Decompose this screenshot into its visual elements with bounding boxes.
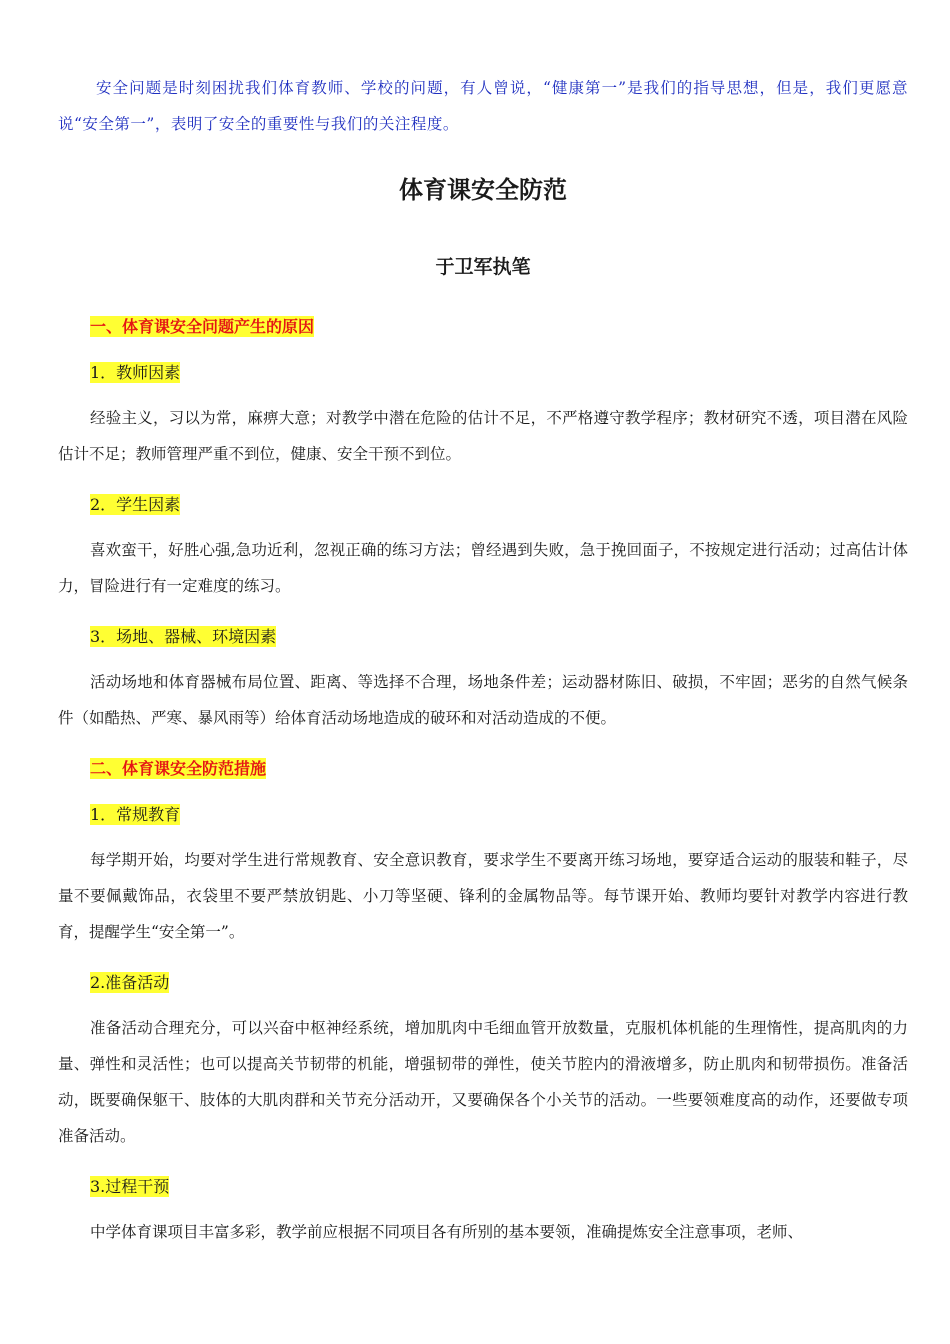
section-heading: 二、体育课安全防范措施: [90, 759, 267, 778]
body-paragraph: 每学期开始，均要对学生进行常规教育、安全意识教育，要求学生不要离开练习场地，要穿适合运动的服装和鞋子，尽量不要佩戴饰品，衣袋里不要严禁放钥匙、小刀等坚硬、锋利的金属物品等。每节课开始、教师均要针对教学内容进行教育，提醒学生“安全第一”。: [58, 851, 908, 941]
section-heading: 一、体育课安全问题产生的原因: [90, 317, 315, 336]
subsection-heading: 1．教师因素: [90, 363, 181, 382]
document-page: [58, 70, 908, 1241]
subsection-heading: 3．场地、器械、环境因素: [90, 627, 277, 646]
subsection-heading: 3.过程干预: [90, 1177, 170, 1196]
author-line: 于卫军执笔: [435, 256, 531, 278]
subsection-heading: 2．学生因素: [90, 495, 181, 514]
subsection-heading: 1．常规教育: [90, 805, 181, 824]
body-paragraph: 准备活动合理充分，可以兴奋中枢神经系统，增加肌肉中毛细血管开放数量，克服机体机能的生理惰性，提高肌肉的力量、弹性和灵活性；也可以提高关节韧带的机能，增强韧带的弹性，使关节腔内的滑液增多，防止肌肉和韧带损伤。准备活动，既要确保躯干、肢体的大肌肉群和关节充分活动开，又要确保各个小关节的活动。一些要领难度高的动作，还要做专项准备活动。: [58, 1019, 908, 1145]
subsection-heading: 2.准备活动: [90, 973, 170, 992]
document-body: [58, 310, 908, 1266]
intro-paragraph: 安全问题是时刻困扰我们体育教师、学校的问题，有人曾说，“健康第一”是我们的指导思想，但是，我们更愿意说“安全第一”，表明了安全的重要性与我们的关注程度。: [58, 79, 908, 133]
body-paragraph: 中学体育课项目丰富多彩，教学前应根据不同项目各有所别的基本要领，准确提炼安全注意事项，老师、: [90, 1223, 804, 1241]
page-title: 体育课安全防范: [399, 176, 567, 204]
body-paragraph: 经验主义，习以为常，麻痹大意；对教学中潜在危险的估计不足，不严格遵守教学程序；教材研究不透，项目潜在风险估计不足；教师管理严重不到位，健康、安全干预不到位。: [58, 409, 908, 463]
body-paragraph: 喜欢蛮干，好胜心强,急功近利，忽视正确的练习方法；曾经遇到失败，急于挽回面子，不按规定进行活动；过高估计体力，冒险进行有一定难度的练习。: [58, 541, 908, 595]
body-paragraph: 活动场地和体育器械布局位置、距离、等选择不合理，场地条件差；运动器材陈旧、破损，不牢固；恶劣的自然气候条件（如酷热、严寒、暴风雨等）给体育活动场地造成的破环和对活动造成的不便。: [58, 673, 908, 727]
